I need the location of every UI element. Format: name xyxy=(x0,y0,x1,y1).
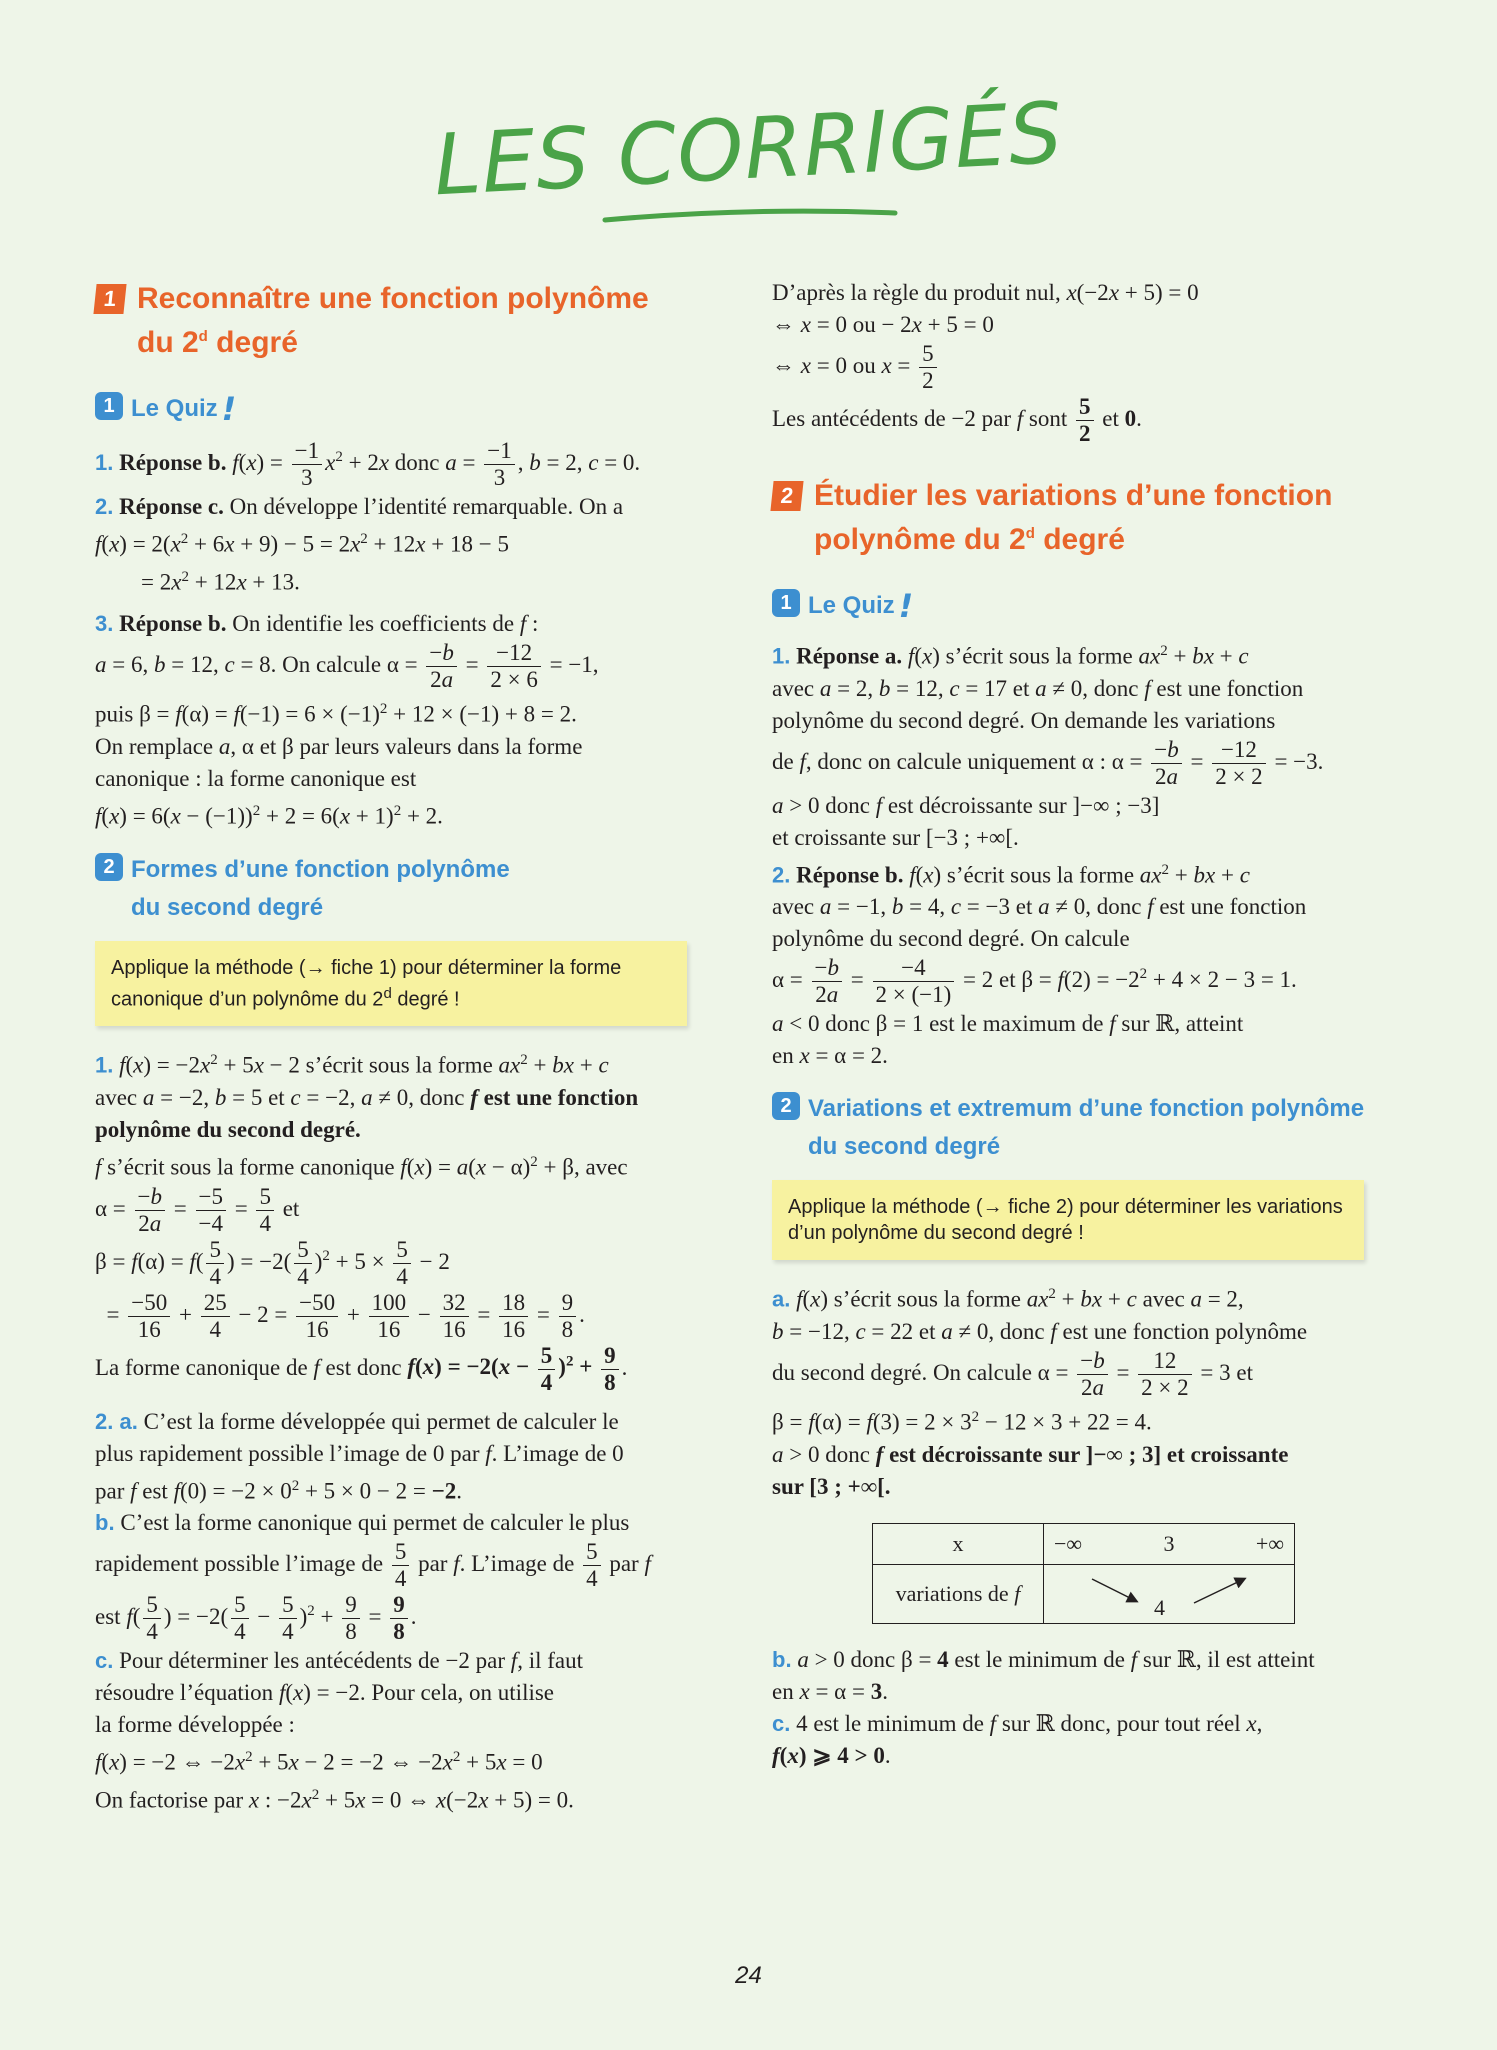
right-column xyxy=(772,277,1402,1772)
table-alpha: 3 xyxy=(1163,1530,1175,1556)
continued-answer: D’après la règle du produit nul, x(−2x + 5) = 0 ⇔ x = 0 ou − 2x + 5 = 0 ⇔ x = 0 ou x = $\frac{5}{2}$ Les antécédents de −2 par f sont $\frac{5}{2}$ et 0. xyxy=(772,280,1199,446)
variation-table xyxy=(872,1523,1295,1624)
left-column xyxy=(95,280,725,1817)
section-number: 1 xyxy=(93,284,126,314)
section-title: Étudier les variations d’une fonction polynôme du 2$^d$ degré xyxy=(814,479,1333,556)
section-1-header xyxy=(95,280,725,362)
quiz-answers: 1. Réponse b. f(x) = $\frac{-1}{3}$ $x^2 + 2x$ donc a = $\frac{-1}{3}$ , b = 2, c = 0. 2. Réponse c. On développe l’identité remarquable. On a $f(x) = 2(x^2 + 6x + 9) - 5 = 2x^2 + 12x + 18 - 5$ = $2x^2 + 12x + 13$. 3. Réponse b. On identifie les coefficients de f : a = 6, b = 12, c = 8. On calcule α = $\frac{-b}{2a}$ = $\frac{-12}{2 \times 6}$ = −1, puis $\beta = f(\alpha) = f(-1) = 6 \times (-1)^2 + 12 \times (-1) + 8 = 2$. On remplace a, α et β par leurs valeurs dans la forme canonique : la forme canonique est $f(x) = 6(x - (-1))^2 + 2 = 6(x + 1)^2 + 2$. xyxy=(95,438,641,829)
section-title: Reconnaître une fonction polynôme du 2$^d$ degré xyxy=(137,282,649,359)
section-number: 2 xyxy=(770,481,803,511)
quiz-header xyxy=(772,587,1402,625)
forms-answers: 1. $f(x) = -2x^2 + 5x - 2$ s’écrit sous la forme $ax^2$ + bx + c avec a = −2, b = 5 et c = −2, a ≠ 0, donc f est une fonction polynôme du second degré. f s’écrit sous la forme canonique $f(x) = a(x - \alpha)^2 + \beta$, avec α = $\frac{-b}{2a}$ = $\frac{-5}{-4}$ = $\frac{5}{4}$ et β = f(α) = f( $\frac{5}{4}$ ) = −2( $\frac{5}{4}$ )$^2$ + 5 × $\frac{5}{4}$ − 2 = $\frac{-50}{16}$ + $\frac{25}{4}$ − 2 = $\frac{-50}{16}$ + $\frac{100}{16}$ − $\frac{32}{16}$ = $\frac{18}{16}$ = $\frac{9}{8}$ . La forme canonique de f est donc f(x) = −2(x − $\frac{5}{4}$ )$^2$ + $\frac{9}{8}$ . 2. a. C’est la forme développée qui permet de calculer le plus rapidement possible l’image de 0 par f. L’image de 0 par f est $f(0) = -2 \times 0^2 + 5 \times 0 - 2 = -2$. b. C’est la forme canonique qui permet de calculer le plus rapidement possible l’image de $\frac{5}{4}$ par f. L’image de $\frac{5}{4}$ par f est f( $\frac{5}{4}$ ) = −2( $\frac{5}{4}$ − $\frac{5}{4}$ )$^2$ + $\frac{9}{8}$ = $\frac{9}{8}$ . c. Pour déterminer les antécédents de −2 par f, il faut résoudre l’équation f(x) = −2. Pour cela, on utilise la forme développée : f(x) = −2 ⇔ $-2x^2 + 5x - 2 = -2$ ⇔ $-2x^2 + 5x = 0$ On factorise par x : $-2x^2 + 5x = 0$ ⇔ x(−2x + 5) = 0. xyxy=(95,1052,651,1813)
table-values-row xyxy=(1044,1523,1295,1564)
sub-number: 1 xyxy=(95,392,123,420)
variations-header xyxy=(772,1090,1402,1166)
variations-title: Variations et extremum d’une fonction polynôme du second degré xyxy=(808,1095,1365,1161)
page-title: LES CORRIGÉS xyxy=(431,83,1066,215)
quiz-answers: 1. Réponse a. f(x) s’écrit sous la forme $ax^2$ + bx + c avec a = 2, b = 12, c = 17 et a ≠ 0, donc f est une fonction polynôme du second degré. On demande les variations de f, donc on calcule uniquement α : α = $\frac{-b}{2a}$ = $\frac{-12}{2 \times 2}$ = −3. a > 0 donc f est décroissante sur ]−∞ ; −3] et croissante sur [−3 ; +∞[. 2. Réponse b. f(x) s’écrit sous la forme $ax^2$ + bx + c avec a = −1, b = 4, c = −3 et a ≠ 0, donc f est une fonction polynôme du second degré. On calcule α = $\frac{-b}{2a}$ = $\frac{-4}{2 \times (-1)}$ = 2 et $\beta = f(2) = -2^2 + 4 \times 2 - 3 = 1$. a < 0 donc β = 1 est le maximum de f sur ℝ, atteint en x = α = 2. xyxy=(772,643,1324,1069)
table-minus-inf: −∞ xyxy=(1054,1530,1083,1556)
exclamation-icon: ! xyxy=(221,390,237,428)
table-header-x: x xyxy=(873,1523,1044,1564)
method-hint: Applique la méthode (→ fiche 1) pour déterminer la forme canonique d’un polynôme du 2$^d$ degré ! xyxy=(95,941,687,1027)
title-underline xyxy=(600,205,900,225)
forms-header xyxy=(95,851,725,927)
table-variation-cell xyxy=(1044,1564,1295,1623)
quiz-header xyxy=(95,390,725,428)
sub-number: 2 xyxy=(772,1092,800,1120)
variations-answers: a. f(x) s’écrit sous la forme $ax^2$ + bx + c avec a = 2, b = −12, c = 22 et a ≠ 0, donc f est une fonction polynôme du second degré. On calcule α = $\frac{-b}{2a}$ = $\frac{12}{2 \times 2}$ = 3 et $\beta = f(\alpha) = f(3) = 2 \times 3^2 - 12 \times 3 + 22 = 4$. a > 0 donc f est décroissante sur ]−∞ ; 3] et croissante sur [3 ; +∞[. x −∞ 3 +∞ variations de f 4 b. a > 0 donc β = 4 est le minimum de f sur ℝ, il est atteint en x = α = 3. c. 4 est le minimum de f sur ℝ donc, pour tout réel x, f(x) ⩾ 4 > 0. xyxy=(772,1286,1315,1768)
section-2-header xyxy=(772,477,1402,559)
quiz-title: Le Quiz xyxy=(808,592,895,619)
table-row-label: variations de f xyxy=(873,1564,1044,1623)
exclamation-icon: ! xyxy=(898,587,914,625)
forms-title: Formes d’une fonction polynôme du second degré xyxy=(131,855,510,921)
table-plus-inf: +∞ xyxy=(1255,1530,1284,1556)
quiz-title: Le Quiz xyxy=(131,395,218,422)
method-hint: Applique la méthode (→ fiche 2) pour déterminer les variations d’un polynôme du second degré ! xyxy=(772,1180,1364,1260)
sub-number: 1 xyxy=(772,589,800,617)
page-number: 24 xyxy=(735,1962,762,1989)
table-min-value: 4 xyxy=(1154,1594,1165,1620)
sub-number: 2 xyxy=(95,853,123,881)
